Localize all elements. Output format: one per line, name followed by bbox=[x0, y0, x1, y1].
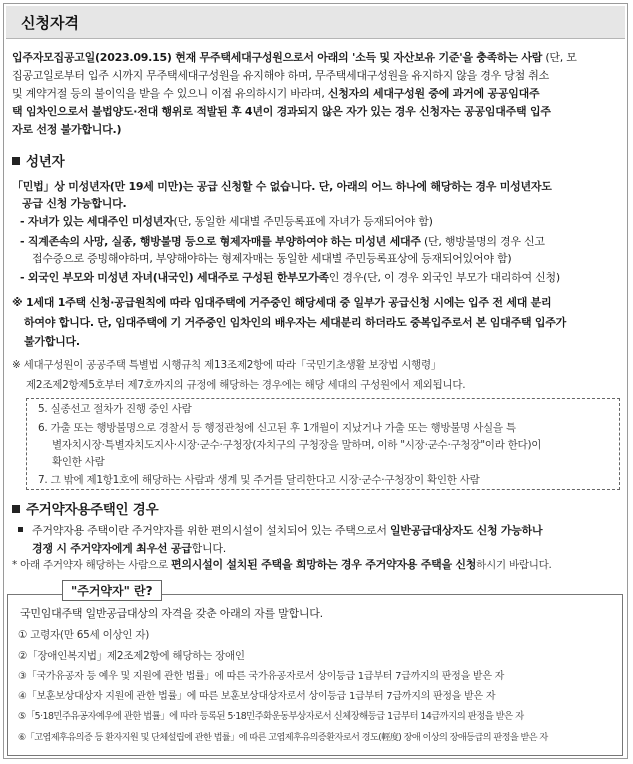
section-title: 신청자격 bbox=[21, 14, 79, 32]
elderly-note-bold: 편의시설이 설치된 주택을 희망하는 경우 주거약자용 주택을 신청 bbox=[170, 558, 477, 571]
minor-item-3-text: 인 경우(단, 이 경우 외국인 부모가 대리하여 신청) bbox=[328, 271, 560, 284]
excluded-item-6c: 확인한 사람 bbox=[52, 456, 105, 468]
square-bullet-icon bbox=[12, 505, 20, 513]
elderly-note-text-1: * 아래 주거약자 해당하는 사람으로 bbox=[12, 559, 171, 571]
elderly-line-1 bbox=[18, 524, 628, 538]
definition-item-6: ⑥「고엽제후유의증 등 환자지원 및 단체설립에 관한 법률」에 따른 고엽제후유의증환자로서 경도(輕度) 장애 이상의 장애등급의 판정을 받은 자 bbox=[18, 732, 548, 743]
intro-bold-3: 신청자의 세대구성원 중에 과거에 공공임대주 bbox=[327, 87, 540, 100]
intro-line-4: 택 임차인으로서 불법양도·전대 행위로 적발된 후 4년이 경과되지 않은 자가 있는 경우 신청자는 공공임대주택 입주 bbox=[12, 105, 551, 118]
minor-item-1-bold: - 자녀가 있는 세대주인 미성년자 bbox=[20, 215, 174, 228]
elderly-note bbox=[12, 558, 622, 572]
heading-adult bbox=[12, 155, 622, 169]
minor-note-1a: ※ 1세대 1주택 신청·공급원칙에 따라 임대주택에 거주중인 해당세대 중 일부가 공급신청 시에는 입주 전 세대 분리 bbox=[12, 296, 552, 309]
heading-elderly-housing bbox=[12, 503, 622, 517]
minor-item-2-cont: 접수증으로 증빙해야하며, 부양해야하는 형제자매는 동일한 세대별 주민등록표상에 등재되어있어야 함) bbox=[32, 252, 512, 265]
definition-item-2: ②「장애인복지법」제2조제2항에 해당하는 장애인 bbox=[18, 650, 245, 662]
heading-adult-label: 성년자 bbox=[26, 154, 65, 170]
definition-item-3: ③「국가유공자 등 예우 및 지원에 관한 법률」에 따른 국가유공자로서 상이등급 1급부터 7급까지의 판정을 받은 자 bbox=[18, 671, 505, 682]
minor-note-2a: ※ 세대구성원이 공공주택 특별법 시행규칙 제13조제2항에 따라「국민기초생활 보장법 시행령」 bbox=[12, 359, 442, 371]
minor-item-3-bold: - 외국인 부모와 미성년 자녀(내국인) 세대주로 구성된 한부모가족 bbox=[20, 271, 329, 284]
heading-elderly-label: 주거약자용주택인 경우 bbox=[26, 502, 159, 518]
intro-line-2: 집공고일로부터 입주 시까지 무주택세대구성원을 유지해야 하며, 무주택세대구성원을 유지하지 않을 경우 당첨 취소 bbox=[12, 69, 550, 82]
section-title-bar bbox=[6, 6, 625, 39]
intro-line-3 bbox=[12, 87, 622, 101]
minor-note-1b: 하여야 합니다. 단, 임대주택에 기 거주중인 임차인의 배우자는 세대분리 하더라도 중복입주로서 본 임대주택 입주가 bbox=[24, 316, 567, 329]
elderly-bold-1: 일반공급대상자도 신청 가능하나 bbox=[390, 524, 543, 537]
minor-item-1-text: (단, 동일한 세대별 주민등록표에 자녀가 등재되어야 함) bbox=[173, 215, 433, 228]
elderly-note-text-2: 하시기 바랍니다. bbox=[476, 559, 552, 571]
minor-item-2-text: (단, 행방불명의 경우 신고 bbox=[420, 235, 545, 248]
minor-line-1: 「민법」상 미성년자(만 19세 미만)는 공급 신청할 수 없습니다. 단, 아래의 어느 하나에 해당하는 경우 미성년자도 bbox=[12, 180, 552, 193]
small-square-bullet-icon bbox=[18, 527, 23, 532]
elderly-line-2 bbox=[32, 542, 633, 556]
intro-text-3: 및 계약거절 등의 불이익을 받을 수 있으니 이점 유의하시기 바라며, bbox=[12, 87, 328, 100]
definition-item-1: ① 고령자(만 65세 이상인 자) bbox=[18, 629, 150, 641]
excluded-item-5: 5. 실종선고 절차가 진행 중인 사람 bbox=[38, 403, 192, 415]
minor-item-2 bbox=[20, 235, 630, 249]
intro-line-5: 자로 선정 불가합니다.) bbox=[12, 123, 122, 136]
minor-note-2b: 제2조제2항제5호부터 제7호까지의 규정에 해당하는 경우에는 해당 세대의 구성원에서 제외됩니다. bbox=[26, 379, 466, 391]
intro-line-1 bbox=[12, 51, 622, 65]
elderly-text-2: 합니다. bbox=[191, 542, 226, 555]
minor-line-2: 공급 신청 가능합니다. bbox=[22, 197, 127, 210]
minor-item-2-bold: - 직계존속의 사망, 실종, 행방불명 등으로 형제자매를 부양하여야 하는 미성년 세대주 bbox=[20, 235, 421, 248]
excluded-item-6a: 6. 가출 또는 행방불명으로 경찰서 등 행정관청에 신고된 후 1개월이 지났거나 가출 또는 행방불명 사실을 특 bbox=[38, 422, 516, 434]
definition-item-5: ⑤「5·18민주유공자예우에 관한 법률」에 따라 등록된 5·18민주화운동부상자로서 신체장해등급 1급부터 14급까지의 판정을 받은 자 bbox=[18, 711, 524, 722]
elderly-text-1: 주거약자용 주택이란 주거약자를 위한 편의시설이 설치되어 있는 주택으로서 bbox=[32, 524, 391, 537]
definition-intro: 국민임대주택 일반공급대상의 자격을 갖춘 아래의 자를 말합니다. bbox=[20, 607, 323, 620]
minor-item-1 bbox=[20, 215, 630, 229]
excluded-item-6b: 별자치시장·특별자치도지사·시장·군수·구청장(자치구의 구청장을 말하며, 이하 "시장·군수·구청장"이라 한다)이 bbox=[52, 439, 542, 451]
elderly-bold-2: 경쟁 시 주거약자에게 최우선 공급 bbox=[32, 542, 192, 555]
excluded-item-7: 7. 그 밖에 제1항1호에 해당하는 사람과 생계 및 주거를 달리한다고 시장·군수·구청장이 확인한 사람 bbox=[38, 474, 480, 486]
definition-item-4: ④「보훈보상대상자 지원에 관한 법률」에 따른 보훈보상대상자로서 상이등급 1급부터 7급까지의 판정을 받은 자 bbox=[18, 691, 496, 702]
intro-bold-1: 입주자모집공고일(2023.09.15) 현재 무주택세대구성원으로서 아래의 '소득 및 자산보유 기준'을 충족하는 사람 bbox=[12, 51, 543, 64]
minor-item-3 bbox=[20, 271, 630, 285]
square-bullet-icon bbox=[12, 157, 20, 165]
minor-note-1c: 불가합니다. bbox=[24, 335, 80, 348]
definition-tag: "주거약자" 란? bbox=[62, 580, 162, 601]
intro-text-1: (단, 모 bbox=[542, 51, 577, 64]
